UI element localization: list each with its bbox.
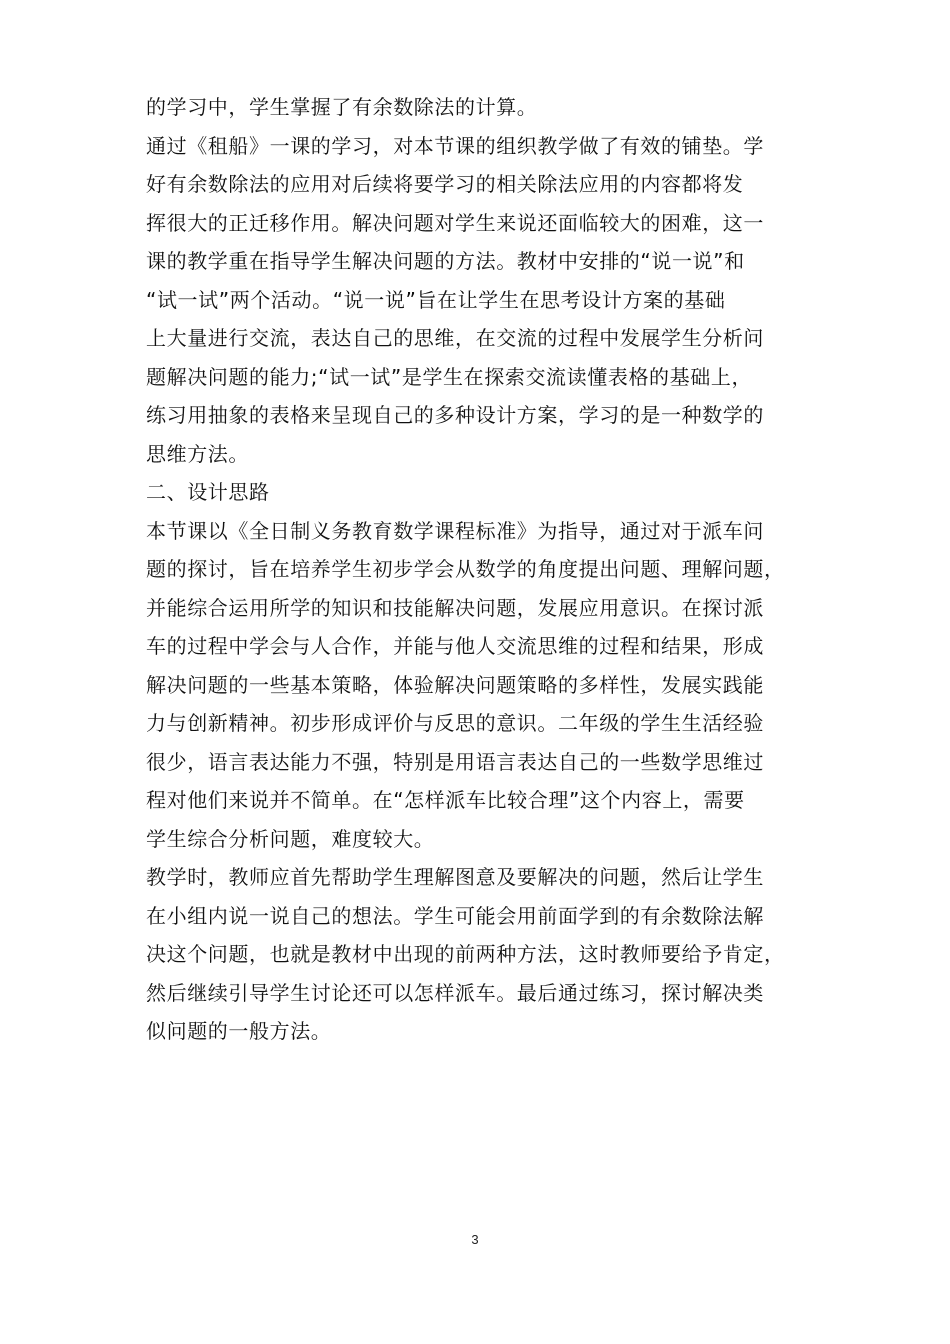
text-line: 力与创新精神。初步形成评价与反思的意识。二年级的学生生活经验 bbox=[146, 711, 764, 735]
text-line: 然后继续引导学生讨论还可以怎样派车。最后通过练习，探讨解决类 bbox=[146, 980, 764, 1005]
text-line: 好有余数除法的应用对后续将要学习的相关除法应用的内容都将发 bbox=[146, 172, 744, 196]
text-line: 学生综合分析问题，难度较大。 bbox=[146, 826, 435, 851]
body-text bbox=[146, 88, 826, 1051]
text-line: 决这个问题，也就是教材中出现的前两种方法，这时教师要给予肯定， bbox=[146, 942, 785, 966]
text-line: 本节课以《全日制义务教育数学课程标准》为指导，通过对于派车问 bbox=[146, 518, 764, 543]
text-line: 题解决问题的能力;“试一试”是学生在探索交流读懂表格的基础上， bbox=[146, 364, 753, 389]
text-line: 上大量进行交流，表达自己的思维，在交流的过程中发展学生分析问 bbox=[146, 326, 764, 350]
text-line: 解决问题的一些基本策略，体验解决问题策略的多样性，发展实践能 bbox=[146, 672, 764, 697]
page-number: 3 bbox=[471, 1232, 479, 1247]
text-line: 挥很大的正迁移作用。解决问题对学生来说还面临较大的困难，这一 bbox=[146, 210, 764, 235]
text-line: 程对他们来说并不简单。在“怎样派车比较合理”这个内容上，需要 bbox=[146, 788, 745, 812]
section-heading: 二、设计思路 bbox=[146, 480, 270, 504]
text-line: 很少，语言表达能力不强，特别是用语言表达自己的一些数学思维过 bbox=[146, 749, 764, 774]
text-line: 的学习中，学生掌握了有余数除法的计算。 bbox=[146, 95, 538, 119]
text-line: 并能综合运用所学的知识和技能解决问题，发展应用意识。在探讨派 bbox=[146, 595, 764, 620]
text-line: 似问题的一般方法。 bbox=[146, 1019, 332, 1043]
text-line: 教学时，教师应首先帮助学生理解图意及要解决的问题，然后让学生 bbox=[146, 865, 764, 889]
text-line: 课的教学重在指导学生解决问题的方法。教材中安排的“说一说”和 bbox=[146, 249, 745, 273]
text-line: 练习用抽象的表格来呈现自己的多种设计方案，学习的是一种数学的 bbox=[146, 403, 764, 427]
text-line: 车的过程中学会与人合作，并能与他人交流思维的过程和结果，形成 bbox=[146, 634, 764, 658]
text-line: 思维方法。 bbox=[146, 441, 249, 466]
text-line: 在小组内说一说自己的想法。学生可能会用前面学到的有余数除法解 bbox=[146, 903, 764, 928]
text-line: “试一试”两个活动。“说一说”旨在让学生在思考设计方案的基础 bbox=[146, 287, 726, 312]
text-line: 通过《租船》一课的学习，对本节课的组织教学做了有效的铺垫。学 bbox=[146, 133, 764, 158]
text-line: 题的探讨，旨在培养学生初步学会从数学的角度提出问题、理解问题， bbox=[146, 557, 785, 581]
